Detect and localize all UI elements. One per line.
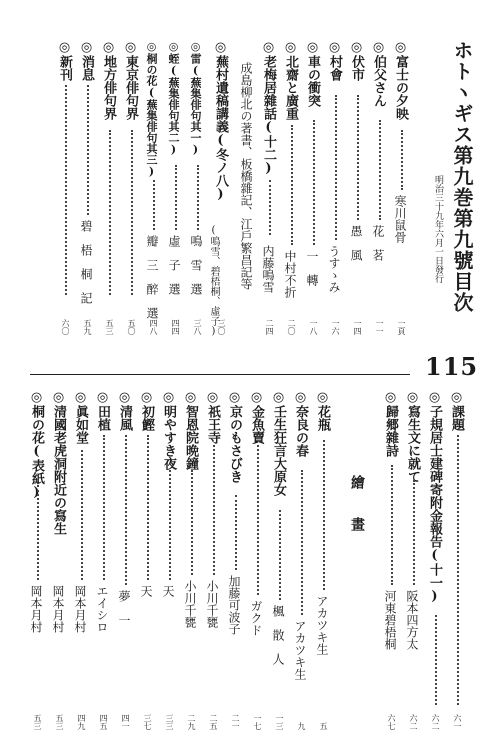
entry-author: ガクド bbox=[249, 600, 263, 636]
toc-entry-shiki-fund[interactable] bbox=[426, 390, 446, 730]
entry-page: 四八 bbox=[149, 319, 158, 335]
toc-entry-buson[interactable] bbox=[208, 40, 232, 337]
section-divider bbox=[30, 374, 410, 375]
entry-title: ◎伯父さん bbox=[371, 40, 386, 107]
entry-page: 三八 bbox=[193, 319, 202, 335]
entry-page: 六〇 bbox=[61, 319, 70, 335]
entry-title: ◎金魚賣 bbox=[249, 390, 264, 444]
entry-title: ◎明やすき夜 bbox=[161, 390, 176, 470]
entry-title: ◎車の衝突 bbox=[305, 40, 320, 107]
toc-entry-shaseibun[interactable] bbox=[404, 390, 424, 730]
leader-dots bbox=[197, 165, 199, 230]
toc-entry-nara[interactable] bbox=[292, 390, 312, 730]
entry-author: 碧 梧 桐 記 bbox=[79, 220, 93, 304]
leader-dots bbox=[65, 85, 67, 295]
entry-page: 一三 bbox=[275, 714, 284, 730]
entry-title: ◎祇王寺 bbox=[205, 390, 220, 444]
toc-entry-kiri-cover[interactable] bbox=[28, 390, 48, 730]
illustrations-heading bbox=[348, 390, 368, 730]
toc-entry-kabin[interactable] bbox=[314, 390, 334, 730]
entry-title: ◎子規居士建碑寄附金報告(十一) bbox=[427, 390, 442, 604]
entry-author: 鳴 雪 選 bbox=[189, 235, 203, 295]
entry-page: 三三 bbox=[165, 714, 174, 730]
entry-title: ◎清風 bbox=[117, 390, 132, 431]
entry-author: 虛 子 選 bbox=[167, 235, 181, 295]
entry-page: 一八 bbox=[309, 319, 318, 335]
entry-page: 二五 bbox=[209, 714, 218, 730]
toc-entry-tokyo-haiku[interactable] bbox=[122, 40, 142, 335]
toc-entry-kingyo[interactable] bbox=[248, 390, 268, 730]
entry-author: 阪本四方太 bbox=[405, 590, 419, 650]
toc-entry-akeyasuki[interactable] bbox=[160, 390, 180, 730]
leader-dots bbox=[291, 125, 293, 245]
entry-author: 天 bbox=[139, 585, 153, 597]
entry-page: 六一 bbox=[453, 714, 462, 730]
entry-author: 岡本月村 bbox=[29, 585, 43, 633]
entry-author: エイシロ bbox=[95, 585, 109, 633]
toc-entry-kadai[interactable] bbox=[448, 390, 468, 730]
toc-entry-kyoto[interactable] bbox=[226, 390, 246, 730]
entry-title: ◎老梅居雜話(十二) bbox=[261, 40, 276, 176]
leader-dots bbox=[191, 470, 193, 575]
entry-author: 花 茗 bbox=[371, 225, 385, 261]
toc-entry-chion-in[interactable] bbox=[182, 390, 202, 730]
entry-author: 小川千甕 bbox=[205, 580, 219, 628]
entry-author: 夢 一 bbox=[117, 590, 131, 626]
entry-title: ◎富士の夕映 bbox=[393, 40, 408, 120]
entry-author: 河東碧梧桐 bbox=[383, 590, 397, 650]
toc-entry-seifu[interactable] bbox=[116, 390, 136, 730]
leader-dots bbox=[109, 130, 111, 295]
leader-dots bbox=[335, 95, 337, 240]
publication-date: 明治三十九年六月一日發行 bbox=[433, 175, 443, 283]
entry-author: 寒川鼠骨 bbox=[393, 195, 407, 243]
entry-page: 四五 bbox=[99, 714, 108, 730]
entry-title: ◎蕪村遺稿講義(冬ノ八) bbox=[213, 40, 228, 202]
leader-dots bbox=[323, 440, 325, 590]
leader-dots bbox=[147, 435, 149, 580]
entry-author: 楓 散 人 bbox=[271, 605, 285, 665]
entry-subtitle: 成島柳北の著書、板橋雜記、江戶繁昌記等 bbox=[239, 62, 253, 290]
entry-author: 瓣 三 醉 選 bbox=[145, 235, 159, 319]
entry-page: 五 bbox=[319, 722, 328, 730]
leader-dots bbox=[153, 180, 155, 230]
entry-page: 二九 bbox=[187, 714, 196, 730]
toc-entry-hatsugatsuo[interactable] bbox=[138, 390, 158, 730]
entry-page: 一頁 bbox=[397, 319, 406, 335]
entry-page: 五〇 bbox=[127, 319, 136, 335]
leader-dots bbox=[87, 85, 89, 215]
entry-page: 三〇 bbox=[217, 319, 226, 335]
entry-author: 小川千甕 bbox=[183, 580, 197, 628]
entry-page: 二〇 bbox=[287, 319, 296, 335]
entry-title: ◎桐の花(表紙) bbox=[29, 390, 44, 500]
entry-page: 六二 bbox=[409, 714, 418, 730]
leader-dots bbox=[413, 480, 415, 585]
leader-dots bbox=[175, 165, 177, 230]
toc-entry-mibu[interactable] bbox=[270, 390, 290, 730]
entry-page: 一四 bbox=[353, 319, 362, 335]
entry-title: ◎東京俳句界 bbox=[123, 40, 138, 120]
entry-title: ◎壬生狂言大原女 bbox=[271, 390, 286, 496]
leader-dots bbox=[357, 95, 359, 220]
entry-author: 岡本月村 bbox=[51, 585, 65, 633]
entry-author: 中村不折 bbox=[283, 250, 297, 298]
entry-author: アカツキ生 bbox=[293, 620, 307, 680]
toc-subentry-narushima bbox=[238, 40, 258, 335]
leader-dots bbox=[235, 495, 237, 570]
leader-dots bbox=[435, 615, 437, 705]
toc-entry-chiho-haiku[interactable] bbox=[100, 40, 120, 335]
entry-page: 四九 bbox=[77, 714, 86, 730]
entry-page: 三七 bbox=[143, 714, 152, 730]
entry-title: ◎奈良の春 bbox=[293, 390, 308, 457]
toc-entry-kuruma[interactable] bbox=[304, 40, 324, 335]
leader-dots bbox=[379, 120, 381, 220]
toc-entry-fushiichi[interactable] bbox=[348, 40, 368, 335]
entry-page: 九 bbox=[297, 722, 306, 730]
entry-title: ◎新刊 bbox=[57, 40, 72, 81]
toc-entry-sonkai[interactable] bbox=[326, 40, 346, 335]
toc-entry-fuji[interactable] bbox=[392, 40, 412, 335]
leader-dots bbox=[257, 445, 259, 595]
entry-title: ◎寫生文に就て bbox=[405, 390, 420, 483]
leader-dots bbox=[125, 435, 127, 585]
leader-dots bbox=[279, 510, 281, 600]
toc-entry-oji[interactable] bbox=[370, 40, 390, 335]
entry-author: (鳴雪、碧梧桐、虛子) bbox=[208, 225, 219, 337]
toc-entry-shinkoku[interactable] bbox=[50, 390, 70, 730]
entry-author: 一 轉 bbox=[305, 250, 319, 286]
leader-dots bbox=[103, 435, 105, 580]
entry-page: 五九 bbox=[83, 319, 92, 335]
entry-page: 二一 bbox=[231, 714, 240, 730]
section-heading: 繪 畫 bbox=[349, 475, 365, 531]
entry-title: ◎田植 bbox=[95, 390, 110, 431]
entry-title: ◎京のもさびき bbox=[227, 390, 242, 483]
entry-title: ◎初鰹 bbox=[139, 390, 154, 431]
leader-dots bbox=[301, 470, 303, 615]
entry-title: ◎眞如堂 bbox=[73, 390, 88, 444]
entry-title: ◎花瓶 bbox=[315, 390, 330, 431]
entry-title: ◎地方俳句界 bbox=[101, 40, 116, 120]
toc-entry-shinkan[interactable] bbox=[56, 40, 76, 335]
entry-title: ◎桐の花(蕪集俳句其三) bbox=[145, 40, 158, 178]
leader-dots bbox=[213, 445, 215, 575]
entry-page: 四四 bbox=[171, 319, 180, 335]
toc-entry-robaikyo[interactable] bbox=[260, 40, 280, 335]
entry-author: うすゝみ bbox=[327, 245, 341, 293]
entry-title: ◎歸郷雜詩 bbox=[383, 390, 398, 457]
leader-dots bbox=[457, 435, 459, 705]
entry-author: 愚 風 bbox=[349, 225, 363, 261]
leader-dots bbox=[81, 450, 83, 580]
leader-dots bbox=[37, 485, 39, 580]
entry-page: 五三 bbox=[105, 319, 114, 335]
toc-entry-taue[interactable] bbox=[94, 390, 114, 730]
entry-page: 五三 bbox=[55, 714, 64, 730]
leader-dots bbox=[169, 470, 171, 580]
leader-dots bbox=[401, 130, 403, 190]
entry-author: 岡本月村 bbox=[73, 585, 87, 633]
toc-entry-hokusai[interactable] bbox=[282, 40, 302, 335]
entry-page: 六二 bbox=[431, 714, 440, 730]
entry-page: 五三 bbox=[33, 714, 42, 730]
toc-entry-shosoku[interactable] bbox=[78, 40, 98, 335]
entry-author: 加藤可波子 bbox=[227, 575, 241, 635]
entry-page: 一七 bbox=[253, 714, 262, 730]
issue-title: ホトヽギス第九巻第九號目次 bbox=[450, 40, 474, 313]
entry-page: 一六 bbox=[331, 319, 340, 335]
entry-page: 一一 bbox=[375, 319, 384, 335]
entry-title: ◎智恩院晩鐘 bbox=[183, 390, 198, 470]
entry-title: ◎伏市 bbox=[349, 40, 364, 81]
toc-entry-kaminari[interactable] bbox=[188, 40, 208, 335]
leader-dots bbox=[313, 120, 315, 245]
entry-title: ◎清國老虎洞附近の寫生 bbox=[51, 390, 66, 535]
entry-page: 二四 bbox=[265, 319, 274, 335]
toc-entry-kikyo[interactable] bbox=[382, 390, 402, 730]
entry-title: ◎課題 bbox=[449, 390, 464, 431]
toc-entry-hiru[interactable] bbox=[166, 40, 186, 335]
entry-page: 四一 bbox=[121, 714, 130, 730]
entry-title: ◎蛭(蕪集俳句其二) bbox=[167, 40, 180, 156]
entry-page: 六七 bbox=[387, 714, 396, 730]
entry-title: ◎雷(蕪集俳句其一) bbox=[189, 40, 202, 156]
toc-entry-giouji[interactable] bbox=[204, 390, 224, 730]
entry-title: ◎北齋と廣重 bbox=[283, 40, 298, 120]
page-number: 115 bbox=[425, 352, 479, 381]
leader-dots bbox=[391, 465, 393, 585]
leader-dots bbox=[269, 180, 271, 235]
entry-title: ◎村會 bbox=[327, 40, 342, 81]
leader-dots bbox=[131, 130, 133, 295]
entry-author: 内藤鳴雪 bbox=[261, 245, 275, 293]
entry-author: 天 bbox=[161, 585, 175, 597]
toc-entry-kirinohana[interactable] bbox=[144, 40, 164, 335]
entry-title: ◎消息 bbox=[79, 40, 94, 81]
toc-entry-shinnyodo[interactable] bbox=[72, 390, 92, 730]
entry-author: アカツキ生 bbox=[315, 595, 329, 655]
